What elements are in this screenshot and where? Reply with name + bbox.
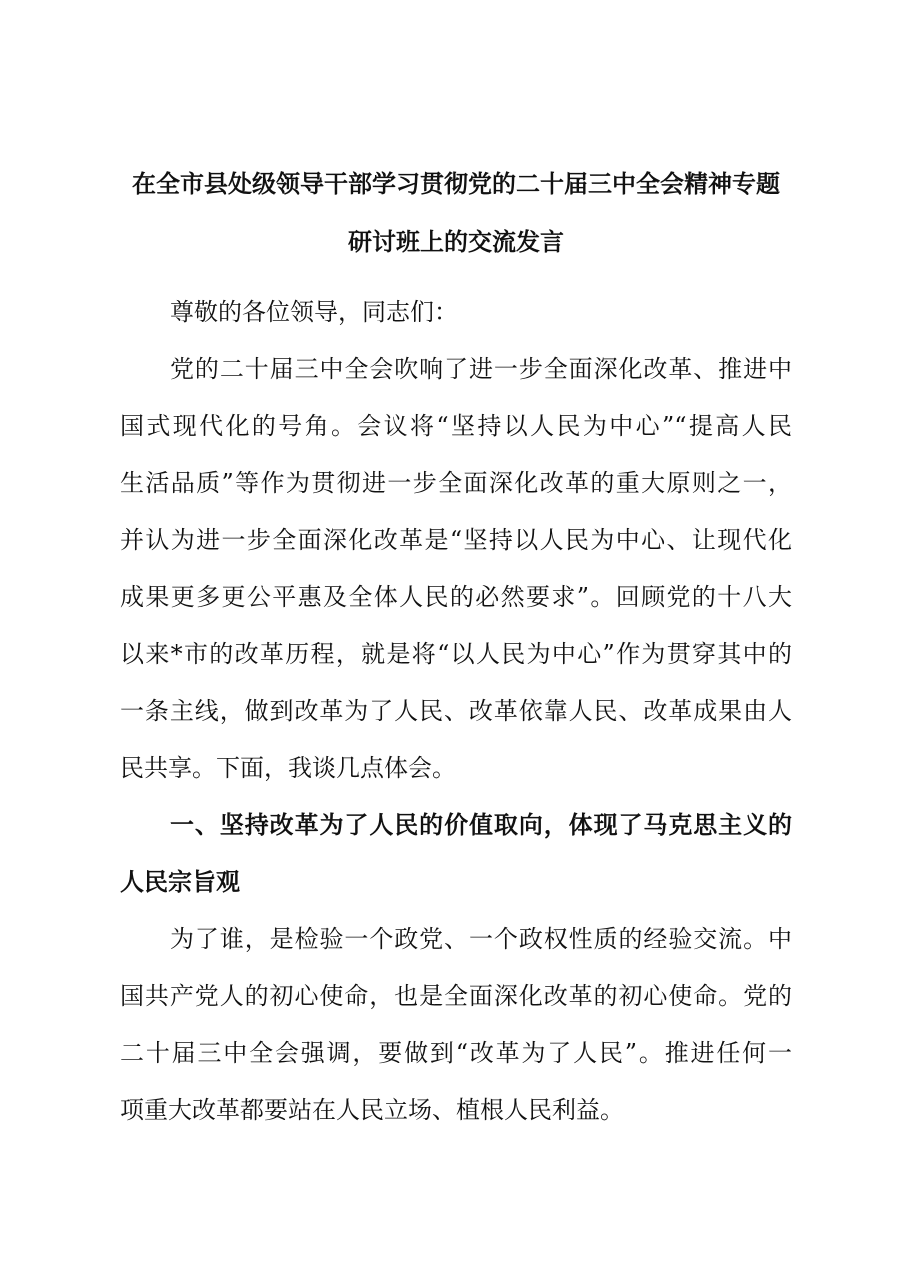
document-title-line-1: 在全市县处级领导干部学习贯彻党的二十届三中全会精神专题 — [132, 169, 780, 198]
section-heading-line: 一、坚持改革为了人民的价值取向，体现了马克思主义的 — [170, 810, 792, 839]
section-heading-line: 人民宗旨观 — [120, 867, 240, 896]
intro-line: 民共享。下面，我谈几点体会。 — [120, 754, 456, 782]
intro-line: 党的二十届三中全会吹响了进一步全面深化改革、推进中 — [170, 355, 792, 383]
document-page — [120, 0, 792, 1286]
body-line: 国共产党人的初心使命，也是全面深化改革的初心使命。党的 — [120, 982, 792, 1010]
intro-line: 一条主线，做到改革为了人民、改革依靠人民、改革成果由人 — [120, 697, 792, 725]
intro-line: 以来*市的改革历程，就是将“以人民为中心”作为贯穿其中的 — [120, 640, 792, 668]
body-line: 项重大改革都要站在人民立场、植根人民利益。 — [120, 1096, 624, 1124]
intro-line: 生活品质”等作为贯彻进一步全面深化改革的重大原则之一， — [120, 469, 792, 497]
salutation: 尊敬的各位领导，同志们： — [170, 298, 458, 326]
intro-line: 并认为进一步全面深化改革是“坚持以人民为中心、让现代化 — [120, 526, 792, 554]
intro-line: 国式现代化的号角。会议将“坚持以人民为中心”“提高人民 — [120, 412, 792, 440]
document-title-line-2: 研讨班上的交流发言 — [348, 227, 564, 256]
body-line: 二十届三中全会强调，要做到“改革为了人民”。推进任何一 — [120, 1039, 792, 1067]
intro-line: 成果更多更公平惠及全体人民的必然要求”。回顾党的十八大 — [120, 583, 792, 611]
body-line: 为了谁，是检验一个政党、一个政权性质的经验交流。中 — [170, 925, 792, 953]
